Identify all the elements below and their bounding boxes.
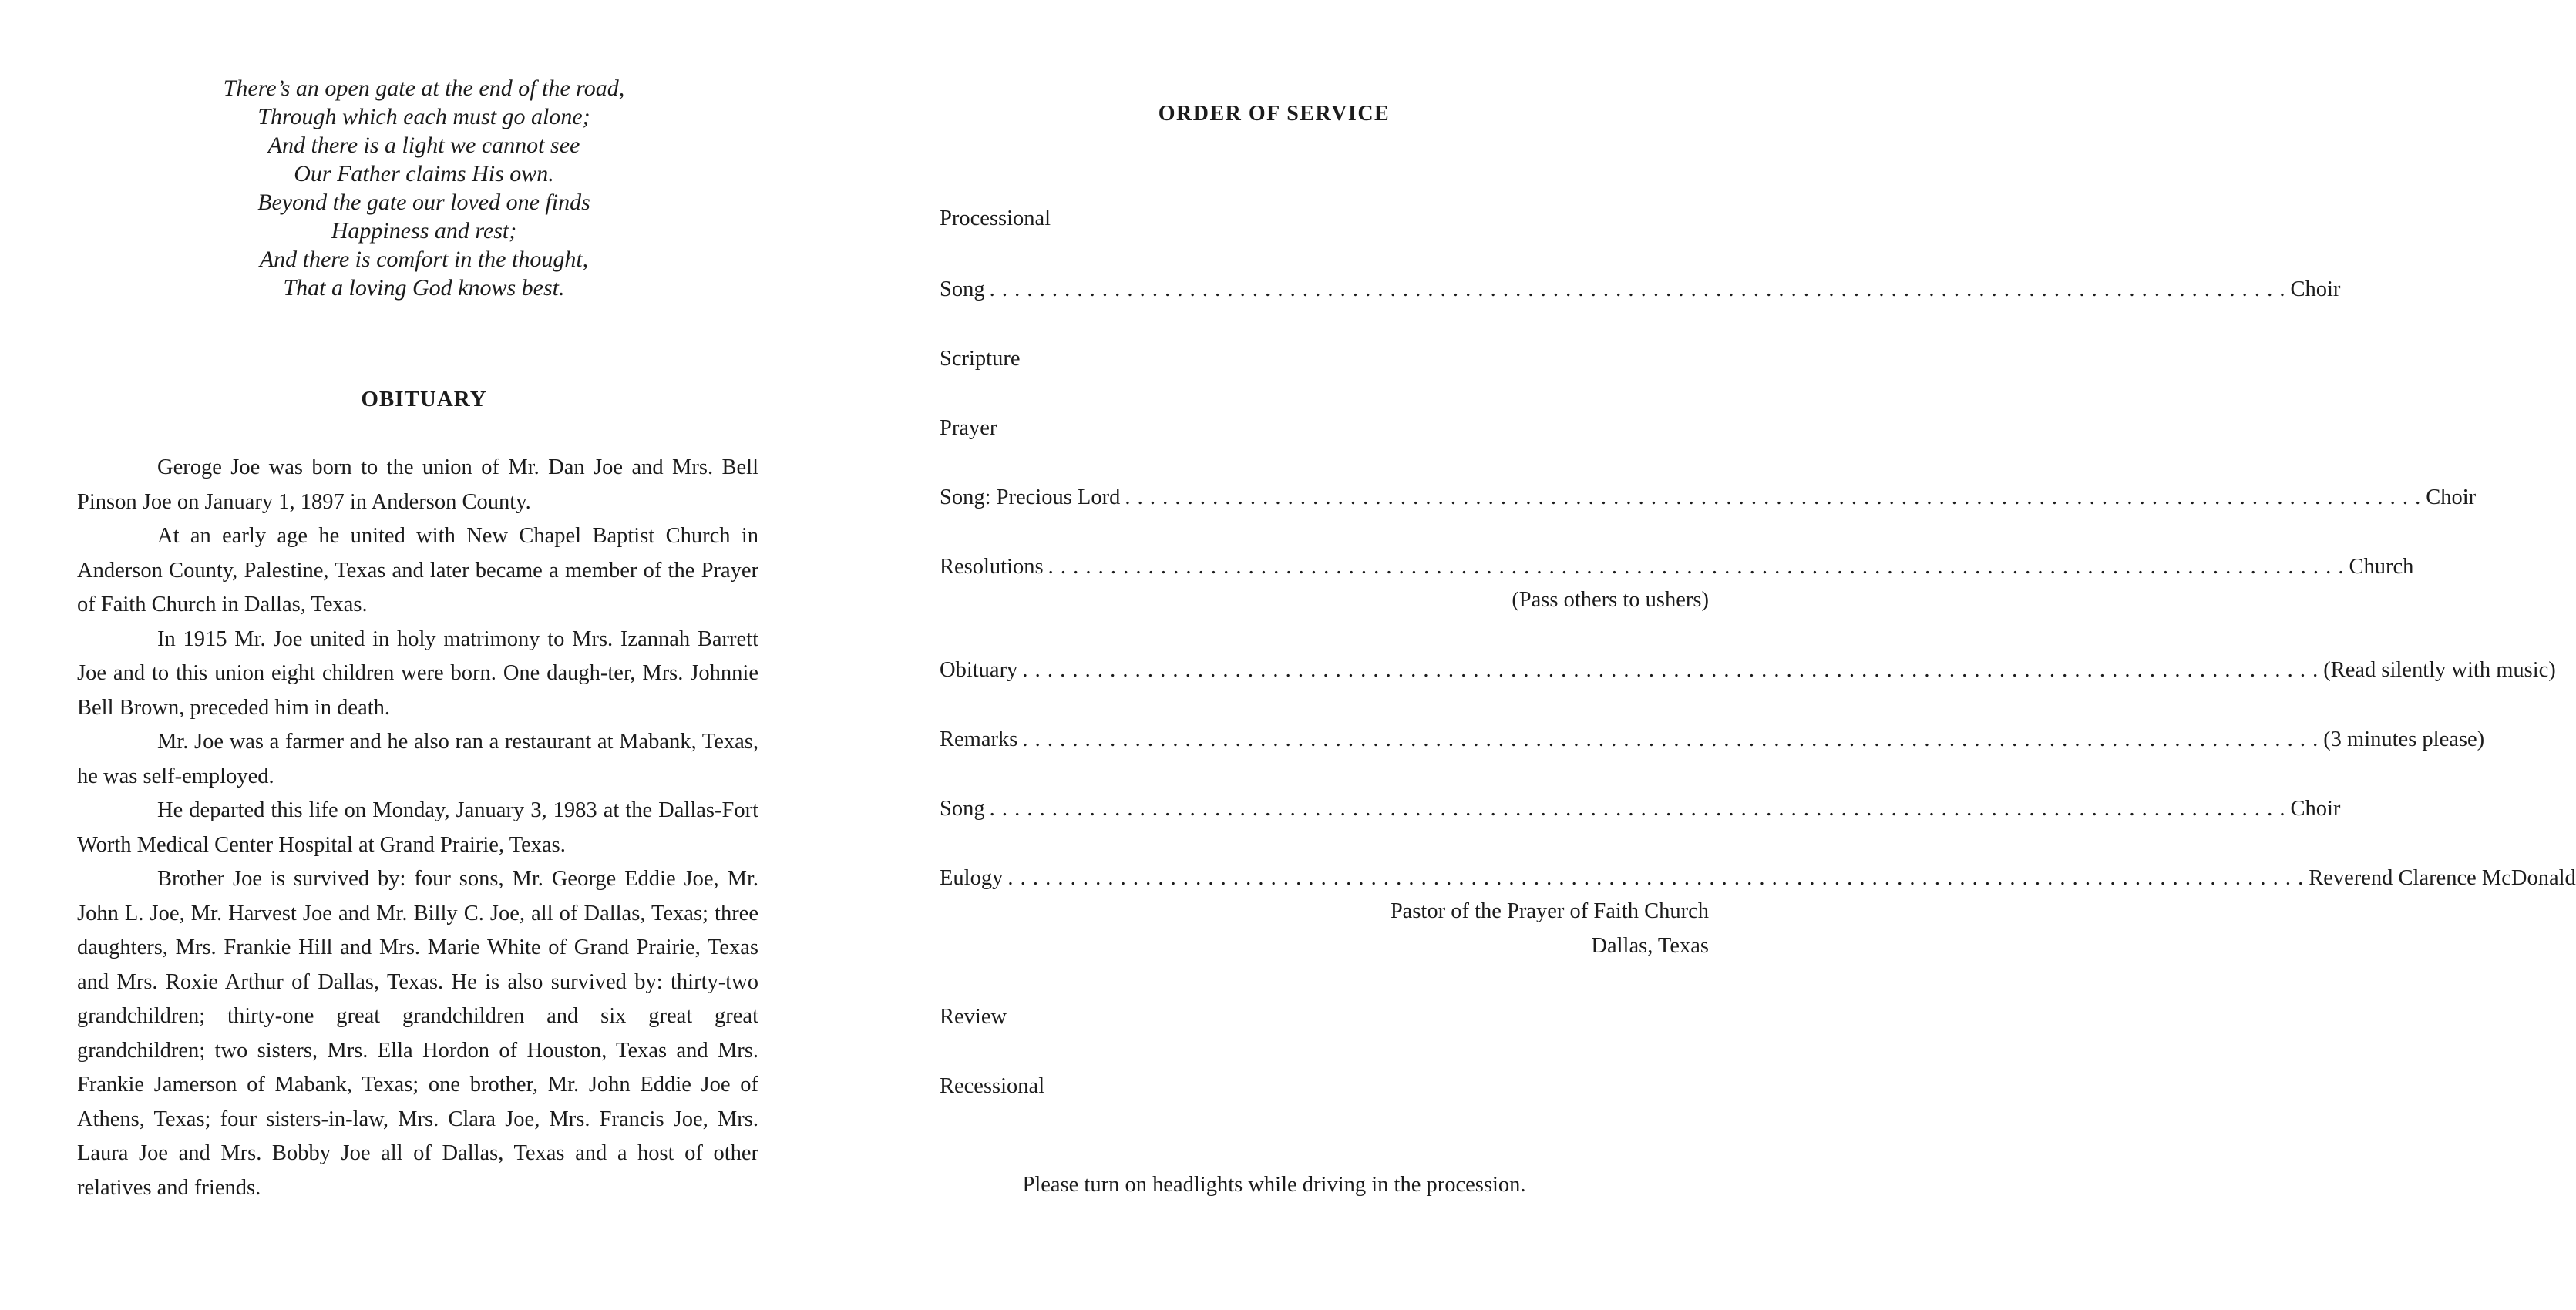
- service-item-label: Scripture: [940, 347, 1021, 371]
- service-item-label: Processional: [940, 207, 1051, 230]
- service-item-song-2: [940, 794, 2341, 825]
- obituary-paragraph: Mr. Joe was a farmer and he also ran a restaurant at Mabank, Texas, he was self-employed.: [77, 730, 758, 788]
- service-item-label: Recessional: [940, 1074, 1045, 1098]
- poem-line: And there is comfort in the thought,: [259, 247, 589, 272]
- service-item-label: Song: Precious Lord: [940, 485, 1121, 509]
- service-item-value: Choir: [2426, 485, 2477, 509]
- service-item-recessional: [940, 1071, 1709, 1102]
- service-item-note: Dallas, Texas: [1591, 934, 1709, 958]
- obituary-body: [77, 451, 758, 1205]
- service-item-value: Church: [2349, 555, 2414, 579]
- poem-line: That a loving God knows best.: [283, 275, 565, 301]
- service-item-value: Reverend Clarence McDonald: [2309, 866, 2576, 890]
- closing-note: Please turn on headlights while driving in the procession.: [1022, 1173, 1526, 1197]
- service-item-resolutions: [940, 552, 2414, 617]
- obituary-paragraph: At an early age he united with New Chapel Baptist Church in Anderson County, Palestine, Texas and later became a member of the Prayer of Faith Church in Dallas, Texas.: [77, 524, 758, 616]
- service-item-label: Review: [940, 1005, 1007, 1029]
- service-item-eulogy: [940, 863, 2576, 963]
- dot-leader: [1120, 482, 2426, 513]
- service-item-value: Choir: [2290, 797, 2341, 821]
- obituary-paragraph: Brother Joe is survived by: four sons, Mr. George Eddie Joe, Mr. John L. Joe, Mr. Harvest Joe and Mr. Billy C. Joe, all of Dallas, Texas; three daughters, Mrs. Frankie Hill and Mrs. Marie White of Grand Prairie, Texas and Mrs. Roxie Arthur of Dallas, Texas. He is also survived by: thirty-two grandchildren; thirty-one great grandchildren and six great great grandchildren; two sisters, Mrs. Ella Hordon of Houston, Texas and Mrs. Frankie Jamerson of Mabank, Texas; one brother, Mr. John Eddie Joe of Athens, Texas; four sisters-in-law, Mrs. Clara Joe, Mrs. Francis Joe, Mrs. Laura Joe and Mrs. Bobby Joe all of Dallas, Texas and a host of other relatives and friends.: [77, 867, 758, 1200]
- service-item-label: Prayer: [940, 416, 997, 440]
- obituary-paragraph: In 1915 Mr. Joe united in holy matrimony to Mrs. Izannah Barrett Joe and to this union eight children were born. One daugh-ter, Mrs. Johnnie Bell Brown, preceded him in death.: [77, 626, 758, 720]
- poem-line: Through which each must go alone;: [257, 104, 590, 129]
- right-page: [849, 0, 2576, 1310]
- poem: [108, 74, 740, 302]
- service-item-label: Song: [940, 277, 985, 301]
- service-item-obituary: [940, 655, 2556, 686]
- service-item-note: Pastor of the Prayer of Faith Church: [1390, 899, 1709, 923]
- poem-line: Beyond the gate our loved one finds: [257, 190, 590, 215]
- service-item-label: Resolutions: [940, 555, 1044, 579]
- poem-line: Happiness and rest;: [331, 218, 517, 244]
- left-page: [0, 0, 849, 1310]
- poem-line: There’s an open gate at the end of the road,: [223, 76, 625, 101]
- service-item-remarks: [940, 724, 2485, 755]
- service-item-value: (Read silently with music): [2323, 658, 2556, 682]
- service-item-review: [940, 1002, 1709, 1033]
- service-item-value: Choir: [2290, 277, 2341, 301]
- service-item-song-precious-lord: [940, 482, 2477, 513]
- dot-leader: [1017, 724, 2323, 755]
- dot-leader: [1044, 552, 2349, 583]
- dot-leader: [1003, 863, 2309, 894]
- poem-line: And there is a light we cannot see: [267, 133, 580, 158]
- service-item-song: [940, 274, 2341, 305]
- service-item-note: (Pass others to ushers): [1512, 588, 1709, 612]
- service-item-value: (3 minutes please): [2323, 727, 2485, 751]
- service-item-processional: [940, 203, 1709, 234]
- dot-leader: [985, 274, 2291, 305]
- service-item-prayer: [940, 413, 1709, 444]
- service-item-label: Eulogy: [940, 866, 1004, 890]
- order-of-service-title: ORDER OF SERVICE: [1158, 102, 1391, 126]
- obituary-title: OBITUARY: [361, 387, 487, 411]
- dot-leader: [1017, 655, 2323, 686]
- obituary-paragraph: He departed this life on Monday, January 3, 1983 at the Dallas-Fort Worth Medical Center Hospital at Grand Prairie, Texas.: [77, 798, 758, 857]
- obituary-paragraph: Geroge Joe was born to the union of Mr. Dan Joe and Mrs. Bell Pinson Joe on January 1, 1897 in Anderson County.: [77, 455, 758, 514]
- dot-leader: [985, 794, 2291, 825]
- poem-line: Our Father claims His own.: [294, 161, 554, 186]
- service-item-scripture: [940, 344, 1709, 375]
- service-item-label: Song: [940, 797, 985, 821]
- service-item-label: Remarks: [940, 727, 1018, 751]
- service-item-label: Obituary: [940, 658, 1018, 682]
